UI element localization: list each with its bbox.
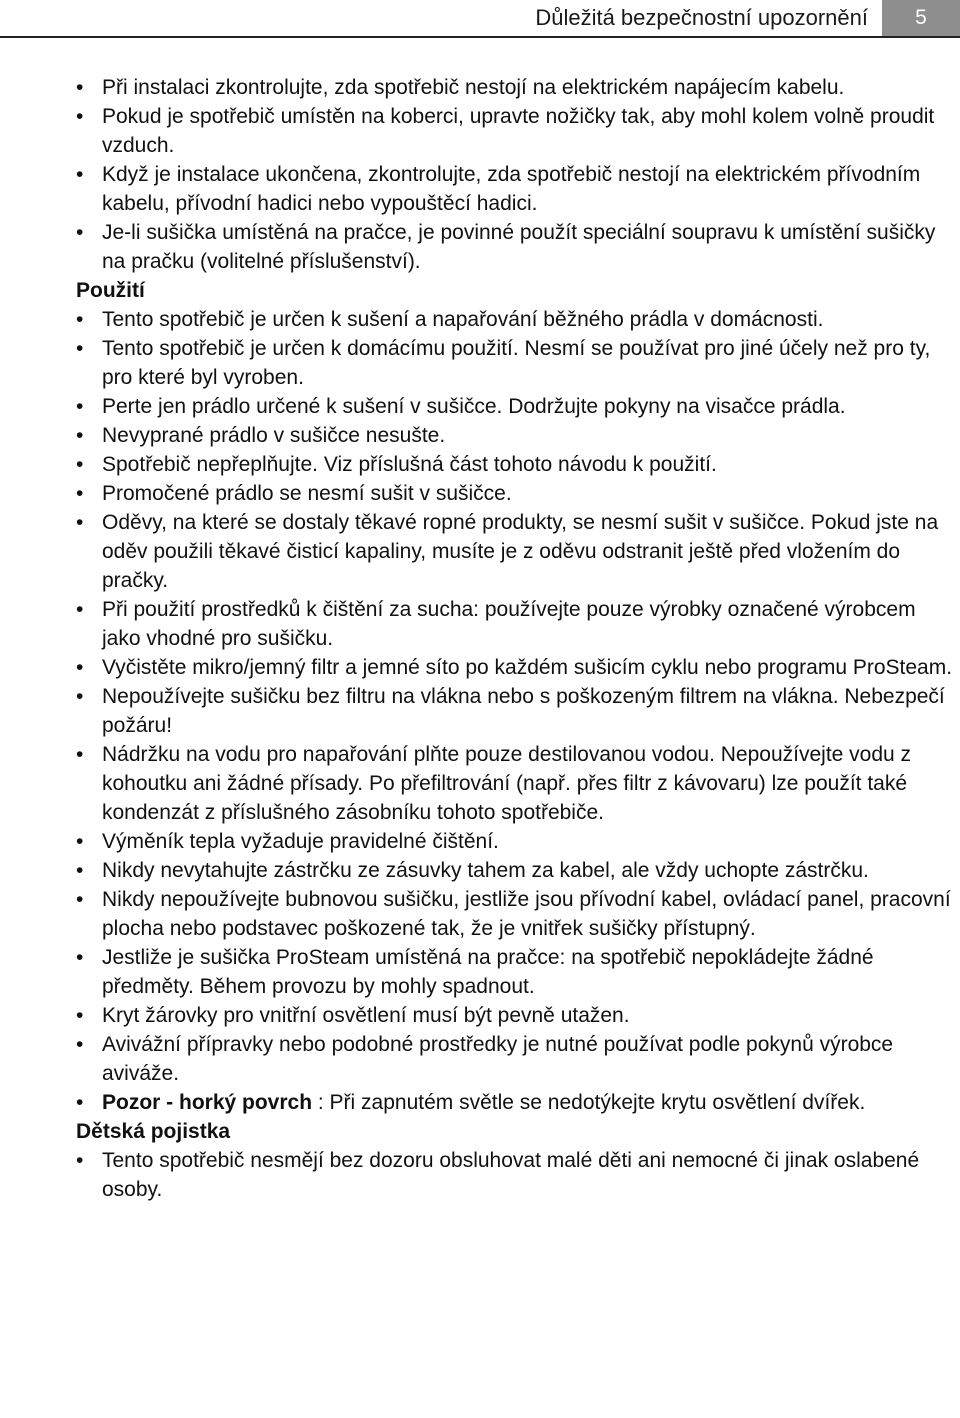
list-item: • Avivážní přípravky nebo podobné prostředky je nutné používat podle pokynů výrobce aviváže.	[76, 1030, 956, 1088]
list-item: • Jestliže je sušička ProSteam umístěná na pračce: na spotřebič nepokládejte žádné předměty. Během provozu by mohly spadnout.	[76, 943, 956, 1001]
list-item: • Vyčistěte mikro/jemný filtr a jemné síto po každém sušicím cyklu nebo programu ProSteam.	[76, 653, 956, 682]
bullet-list	[76, 73, 956, 276]
list-item: • Spotřebič nepřeplňujte. Viz příslušná část tohoto návodu k použití.	[76, 450, 956, 479]
list-item: • Tento spotřebič nesmějí bez dozoru obsluhovat malé děti ani nemocné či jinak oslabené osoby.	[76, 1146, 956, 1204]
header-title: Důležitá bezpečnostní upozornění	[535, 5, 868, 30]
list-item: • Promočené prádlo se nesmí sušit v sušičce.	[76, 479, 956, 508]
warning-list-item	[76, 1088, 956, 1117]
list-item: • Kryt žárovky pro vnitřní osvětlení musí být pevně utažen.	[76, 1001, 956, 1030]
section-usage	[76, 276, 956, 1117]
list-item: • Pokud je spotřebič umístěn na koberci, upravte nožičky tak, aby mohl kolem volně proudit vzduch.	[76, 102, 956, 160]
list-item: • Nepoužívejte sušičku bez filtru na vlákna nebo s poškozeným filtrem na vlákna. Nebezpečí požáru!	[76, 682, 956, 740]
list-item: • Tento spotřebič je určen k sušení a napařování běžného prádla v domácnosti.	[76, 305, 956, 334]
list-item: • Je-li sušička umístěná na pračce, je povinné použít speciální soupravu k umístění sušičky na pračku (volitelné příslušenství).	[76, 218, 956, 276]
list-item: • Výměník tepla vyžaduje pravidelné čištění.	[76, 827, 956, 856]
page-header	[0, 0, 960, 36]
section-installation	[76, 73, 956, 276]
hot-surface-warning-label: Pozor - horký povrch	[102, 1091, 313, 1114]
bullet-list	[76, 1146, 956, 1204]
section-child-safety	[76, 1117, 956, 1204]
list-item: • Při použití prostředků k čištění za sucha: používejte pouze výrobky označené výrobcem jako vhodné pro sušičku.	[76, 595, 956, 653]
list-item: • Perte jen prádlo určené k sušení v sušičce. Dodržujte pokyny na visačce prádla.	[76, 392, 956, 421]
page-number-badge: 5	[882, 0, 960, 36]
list-item: • Nevyprané prádlo v sušičce nesušte.	[76, 421, 956, 450]
list-item: • Oděvy, na které se dostaly těkavé ropné produkty, se nesmí sušit v sušičce. Pokud jste na oděv použili těkavé čisticí kapaliny, musíte je z oděvu odstranit ještě před vložením do pračky.	[76, 508, 956, 595]
bullet-list	[76, 305, 956, 1117]
section-heading: Použití	[76, 279, 145, 302]
document-body	[76, 73, 956, 1204]
section-heading: Dětská pojistka	[76, 1120, 231, 1143]
hot-surface-warning-text: : Při zapnutém světle se nedotýkejte krytu osvětlení dvířek.	[312, 1091, 866, 1114]
list-item: • Při instalaci zkontrolujte, zda spotřebič nestojí na elektrickém napájecím kabelu.	[76, 73, 956, 102]
list-item: • Nikdy nevytahujte zástrčku ze zásuvky tahem za kabel, ale vždy uchopte zástrčku.	[76, 856, 956, 885]
list-item: • Tento spotřebič je určen k domácímu použití. Nesmí se používat pro jiné účely než pro ty, pro které byl vyroben.	[76, 334, 956, 392]
list-item: • Nádržku na vodu pro napařování plňte pouze destilovanou vodou. Nepoužívejte vodu z kohoutku ani žádné přísady. Po přefiltrování (např. přes filtr z kávovaru) lze použít také kondenzát z příslušného zásobníku tohoto spotřebiče.	[76, 740, 956, 827]
list-item: • Když je instalace ukončena, zkontrolujte, zda spotřebič nestojí na elektrickém přívodním kabelu, přívodní hadici nebo vypouštěcí hadici.	[76, 160, 956, 218]
header-divider	[0, 36, 960, 38]
list-item: • Nikdy nepoužívejte bubnovou sušičku, jestliže jsou přívodní kabel, ovládací panel, pracovní plocha nebo podstavec poškozené tak, že je vnitřek sušičky přístupný.	[76, 885, 956, 943]
